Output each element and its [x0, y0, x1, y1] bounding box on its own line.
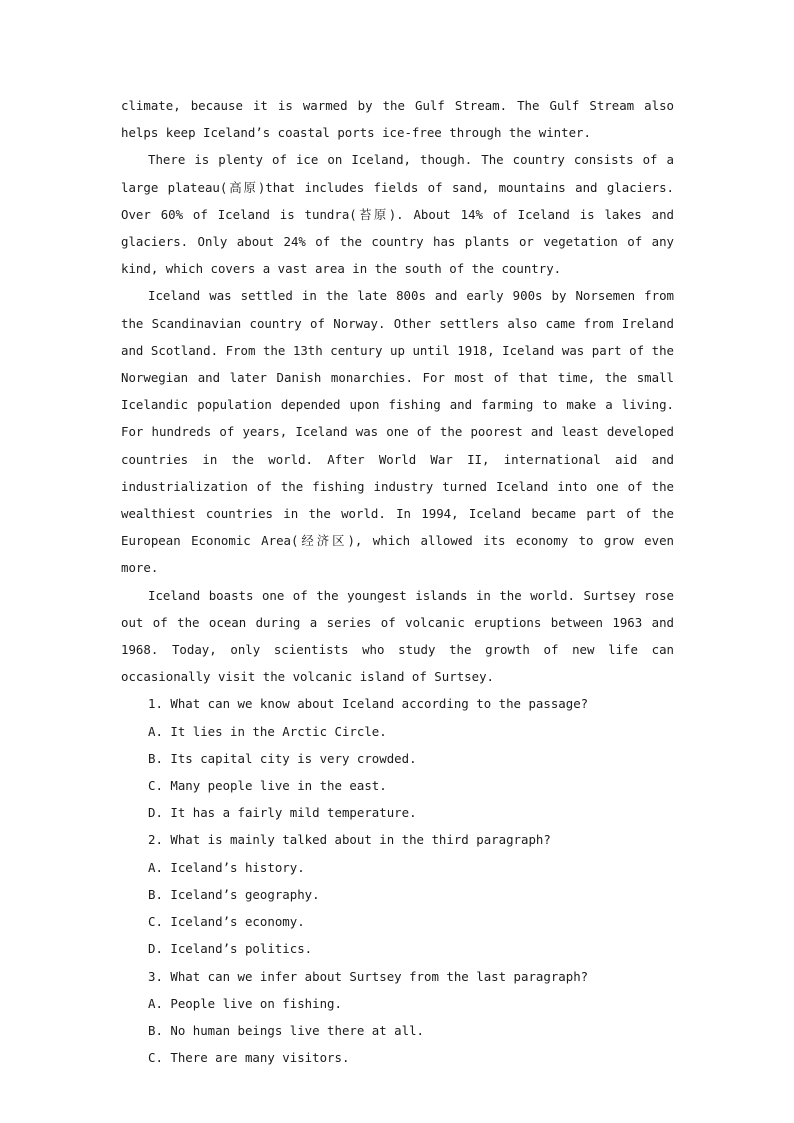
answer-option: A. Iceland’s history. [148, 859, 305, 875]
answer-option: C. Many people live in the east. [148, 778, 387, 794]
answer-option: D. Iceland’s politics. [148, 941, 313, 957]
answer-option: D. It has a fairly mild temperature. [148, 805, 417, 821]
answer-option: C. There are many visitors. [148, 1050, 350, 1066]
passage-paragraph-geography: There is plenty of ice on Iceland, though. The country consists of a large plateau(高原)that includes fields of sand, mountains and glaciers. Over 60% of Iceland is tundra(苔原). About 14% of Iceland is lakes and glaciers. Only about 24% of the country has plants or vegetation of any kind, which covers a vast area in the south of the country. [121, 152, 674, 277]
document-page [121, 92, 674, 1071]
question-3 [121, 963, 674, 1072]
passage-paragraph-surtsey: Iceland boasts one of the youngest islands in the world. Surtsey rose out of the ocean during a series of volcanic eruptions between 1963 and 1968. Today, only scientists who study the growth of new life can occasionally visit the volcanic island of Surtsey. [121, 587, 674, 685]
question-2 [121, 826, 674, 962]
answer-option: A. People live on fishing. [148, 995, 342, 1011]
answer-option: A. It lies in the Arctic Circle. [148, 723, 387, 739]
answer-option: B. No human beings live there at all. [148, 1022, 425, 1038]
passage-paragraph-continuation: climate, because it is warmed by the Gulf Stream. The Gulf Stream also helps keep Iceland’s coastal ports ice-free through the winter. [121, 98, 674, 141]
passage-paragraph-history: Iceland was settled in the late 800s and early 900s by Norsemen from the Scandinavian country of Norway. Other settlers also came from Ireland and Scotland. From the 13th century up until 1918, Iceland was part of the Norwegian and later Danish monarchies. For most of that time, the small Icelandic population depended upon fishing and farming to make a living. For hundreds of years, Iceland was one of the poorest and least developed countries in the world. After World War II, international aid and industrialization of the fishing industry turned Iceland into one of the wealthiest countries in the world. In 1994, Iceland became part of the European Economic Area(经济区), which allowed its economy to grow even more. [121, 288, 674, 576]
passage [121, 92, 674, 690]
question-1 [121, 690, 674, 826]
answer-option: B. Its capital city is very crowded. [148, 750, 417, 766]
question-stem: 3. What can we infer about Surtsey from the last paragraph? [148, 968, 589, 984]
answer-option: B. Iceland’s geography. [148, 886, 320, 902]
question-stem: 1. What can we know about Iceland according to the passage? [148, 696, 589, 712]
question-stem: 2. What is mainly talked about in the third paragraph? [148, 832, 551, 848]
answer-option: C. Iceland’s economy. [148, 914, 305, 930]
